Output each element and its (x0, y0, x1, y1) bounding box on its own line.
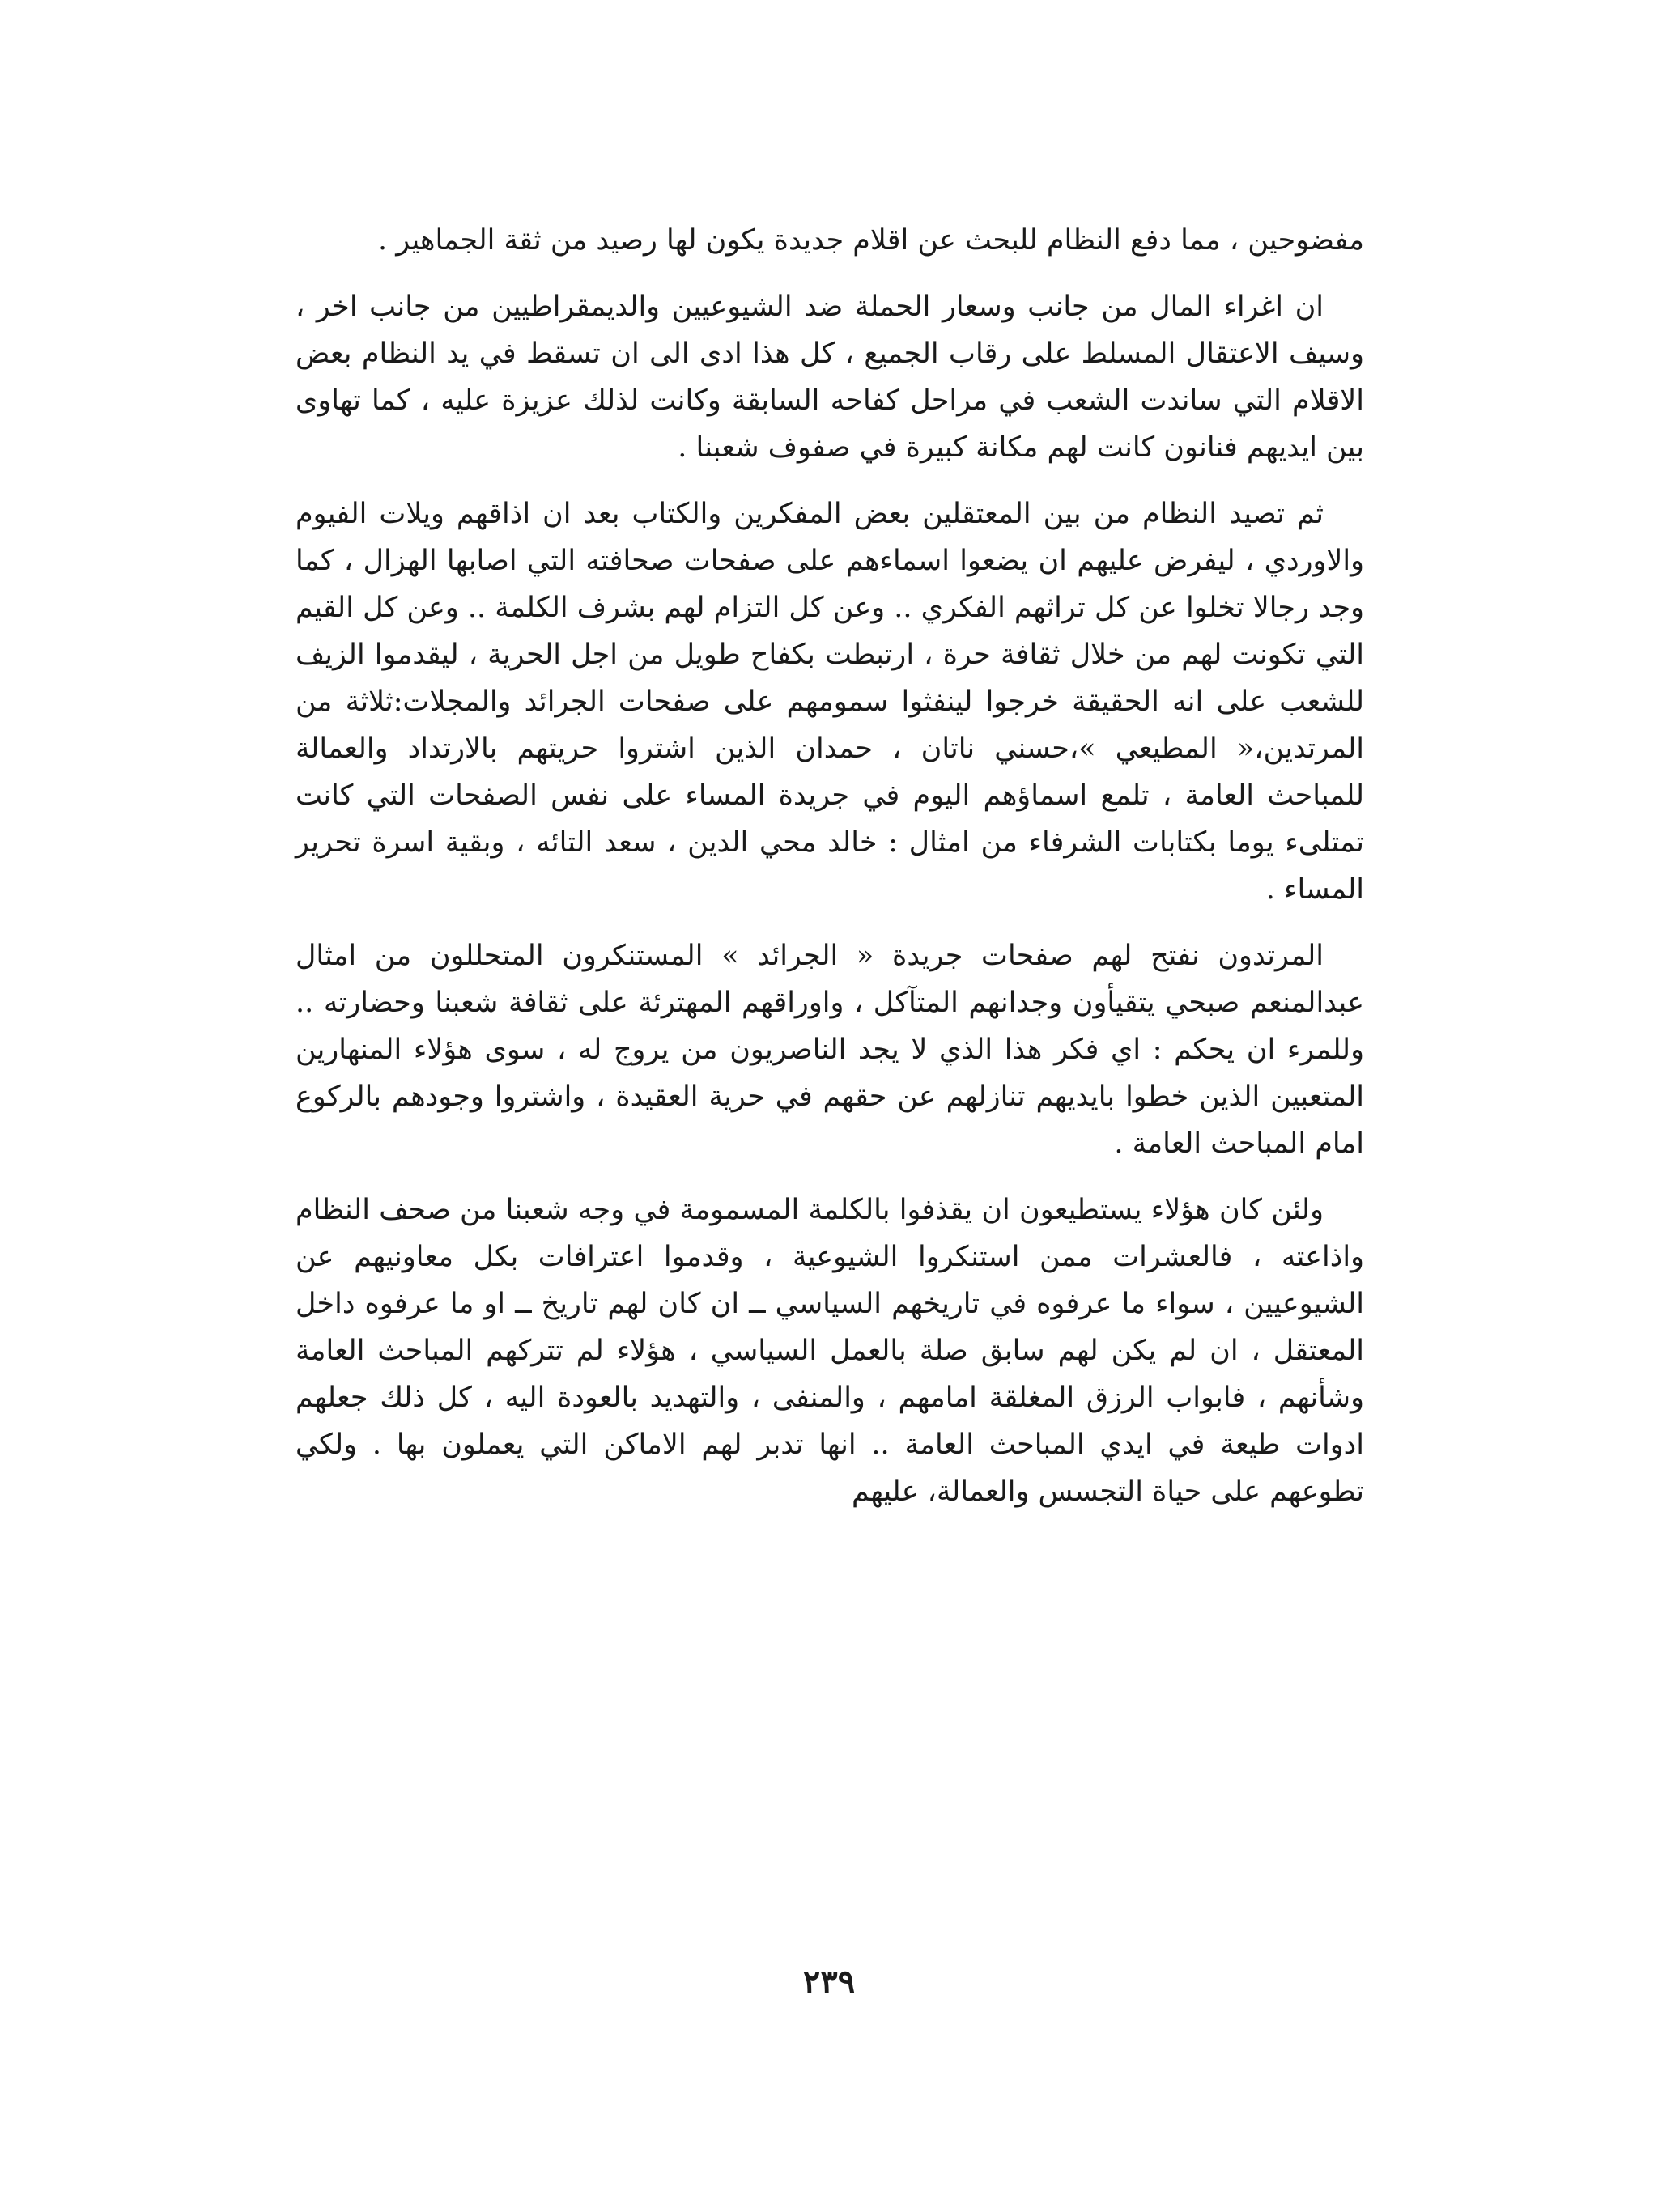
page-body (295, 217, 1364, 1535)
page-number: ٢٣٩ (802, 1963, 856, 2001)
paragraph-2: ان اغراء المال من جانب وسعار الحملة ضد الشيوعيين والديمقراطيين من جانب اخر ، وسيف الاعتقال المسلط على رقاب الجميع ، كل هذا ادى الى ان تسقط في يد النظام بعض الاقلام التي ساندت الشعب في مراحل كفاحه السابقة وكانت لذلك عزيزة عليه ، كما تهاوى بين ايديهم فنانون كانت لهم مكانة كبيرة في صفوف شعبنا . (295, 291, 1364, 464)
paragraph-5: ولئن كان هؤلاء يستطيعون ان يقذفوا بالكلمة المسمومة في وجه شعبنا من صحف النظام واذاعته ، فالعشرات ممن استنكروا الشيوعية ، وقدموا اعترافات بكل معاونيهم عن الشيوعيين ، سواء ما عرفوه في تاريخهم السياسي ــ ان كان لهم تاريخ ــ او ما عرفوه داخل المعتقل ، ان لم يكن لهم سابق صلة بالعمل السياسي ، هؤلاء لم تتركهم المباحث العامة وشأنهم ، فابواب الرزق المغلقة امامهم ، والمنفى ، والتهديد بالعودة اليه ، كل ذلك جعلهم ادوات طيعة في ايدي المباحث العامة .. انها تدبر لهم الاماكن التي يعملون بها . ولكي تطوعهم على حياة التجسس والعمالة، عليهم (295, 1194, 1364, 1508)
paragraph-4: المرتدون نفتح لهم صفحات جريدة « الجرائد » المستنكرون المتحللون من امثال عبدالمنعم صبحي يتقيأون وجدانهم المتآكل ، واوراقهم المهترئة على ثقافة شعبنا وحضارته .. وللمرء ان يحكم : اي فكر هذا الذي لا يجد الناصريون من يروج له ، سوى هؤلاء المنهارين المتعبين الذين خطوا بايديهم تنازلهم عن حقهم في حرية العقيدة ، واشتروا وجودهم بالركوع امام المباحث العامة . (295, 940, 1364, 1160)
paragraph-1: مفضوحين ، مما دفع النظام للبحث عن اقلام جديدة يكون لها رصيد من ثقة الجماهير . (377, 224, 1364, 257)
paragraph-3: ثم تصيد النظام من بين المعتقلين بعض المفكرين والكتاب بعد ان اذاقهم ويلات الفيوم والاوردي ، ليفرض عليهم ان يضعوا اسماءهم على صفحات صحافته التي اصابها الهزال ، كما وجد رجالا تخلوا عن كل تراثهم الفكري .. وعن كل التزام لهم بشرف الكلمة .. وعن كل القيم التي تكونت لهم من خلال ثقافة حرة ، ارتبطت بكفاح طويل من اجل الحرية ، ليقدموا الزيف للشعب على انه الحقيقة خرجوا لينفثوا سمومهم على صفحات الجرائد والمجلات:ثلاثة من المرتدين،« المطيعي »،حسني ناتان ، حمدان الذين اشتروا حريتهم بالارتداد والعمالة للمباحث العامة ، تلمع اسماؤهم اليوم في جريدة المساء على نفس الصفحات التي كانت تمتلىء يوما بكتابات الشرفاء من امثال : خالد محي الدين ، سعد التائه ، وبقية اسرة تحرير المساء . (295, 498, 1364, 906)
